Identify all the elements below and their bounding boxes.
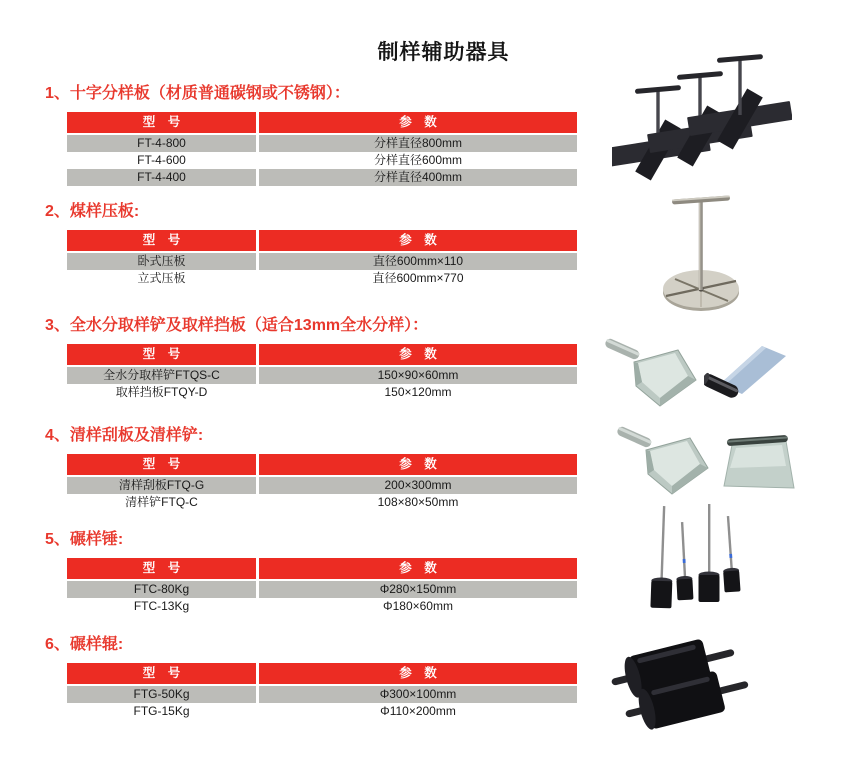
param-cell: 分样直径400mm <box>259 169 577 186</box>
model-cell: FT-4-400 <box>67 169 256 186</box>
table-header-row <box>67 663 577 684</box>
table-row <box>67 152 577 169</box>
param-cell: 直径600mm×770 <box>259 270 577 287</box>
cleaning-scoop-image <box>616 422 712 502</box>
model-header: 型 号 <box>67 663 256 684</box>
section-cleaning-scraper <box>45 426 585 511</box>
param-header: 参 数 <box>259 663 577 684</box>
model-cell: 取样挡板FTQY-D <box>67 384 256 401</box>
section-grinding-roller <box>45 635 585 720</box>
table-row <box>67 367 577 384</box>
grinding-rollers-image <box>606 634 754 736</box>
param-cell: Φ110×200mm <box>259 703 577 720</box>
section-heading: 5、碾样锤: <box>45 531 124 548</box>
param-cell: 直径600mm×110 <box>259 253 577 270</box>
model-cell: 立式压板 <box>67 270 256 287</box>
model-cell: 清样铲FTQ-C <box>67 494 256 511</box>
model-header: 型 号 <box>67 344 256 365</box>
param-cell: 分样直径600mm <box>259 152 577 169</box>
table-row <box>67 384 577 401</box>
spec-table <box>67 230 577 287</box>
table-header-row <box>67 112 577 133</box>
model-cell: 全水分取样铲FTQS-C <box>67 367 256 384</box>
grinding-hammers-image <box>646 502 750 622</box>
model-cell: FTG-50Kg <box>67 686 256 703</box>
section-heading: 1、十字分样板（材质普通碳钢或不锈钢）： <box>45 85 350 102</box>
sampling-scoop-image <box>604 336 700 412</box>
sampling-baffle-image <box>704 338 790 402</box>
table-row <box>67 477 577 494</box>
param-cell: Φ280×150mm <box>259 581 577 598</box>
model-cell: FTG-15Kg <box>67 703 256 720</box>
spec-table <box>67 112 577 186</box>
param-cell: Φ180×60mm <box>259 598 577 615</box>
table-row <box>67 253 577 270</box>
param-cell: 200×300mm <box>259 477 577 494</box>
section-heading: 2、煤样压板: <box>45 203 140 220</box>
section-heading: 6、碾样辊: <box>45 636 124 653</box>
section-heading: 4、清样刮板及清样铲: <box>45 427 204 444</box>
section-moisture-scoop <box>45 316 585 401</box>
param-header: 参 数 <box>259 112 577 133</box>
section-grinding-hammer <box>45 530 585 615</box>
section-press-plate <box>45 202 585 287</box>
model-cell: FT-4-600 <box>67 152 256 169</box>
table-row <box>67 598 577 615</box>
table-header-row <box>67 230 577 251</box>
table-row <box>67 494 577 511</box>
page-title: 制样辅助器具 <box>377 41 510 64</box>
model-cell: FT-4-800 <box>67 135 256 152</box>
spec-table <box>67 344 577 401</box>
model-cell: 清样刮板FTQ-G <box>67 477 256 494</box>
model-header: 型 号 <box>67 454 256 475</box>
spec-table <box>67 454 577 511</box>
param-header: 参 数 <box>259 454 577 475</box>
model-header: 型 号 <box>67 112 256 133</box>
cross-divider-image <box>612 50 792 186</box>
table-row <box>67 686 577 703</box>
table-header-row <box>67 344 577 365</box>
section-heading: 3、全水分取样铲及取样挡板（适合13mm全水分样）： <box>45 317 429 334</box>
param-cell: 108×80×50mm <box>259 494 577 511</box>
model-header: 型 号 <box>67 558 256 579</box>
model-header: 型 号 <box>67 230 256 251</box>
spec-table <box>67 663 577 720</box>
param-header: 参 数 <box>259 558 577 579</box>
param-cell: 150×90×60mm <box>259 367 577 384</box>
table-row <box>67 703 577 720</box>
table-row <box>67 169 577 186</box>
table-header-row <box>67 558 577 579</box>
param-cell: 分样直径800mm <box>259 135 577 152</box>
cleaning-scraper-image <box>720 428 798 500</box>
model-cell: FTC-80Kg <box>67 581 256 598</box>
table-row <box>67 270 577 287</box>
model-cell: 卧式压板 <box>67 253 256 270</box>
table-header-row <box>67 454 577 475</box>
param-cell: Φ300×100mm <box>259 686 577 703</box>
table-row <box>67 135 577 152</box>
section-cross-divider <box>45 84 585 186</box>
table-row <box>67 581 577 598</box>
param-header: 参 数 <box>259 344 577 365</box>
model-cell: FTC-13Kg <box>67 598 256 615</box>
param-cell: 150×120mm <box>259 384 577 401</box>
spec-table <box>67 558 577 615</box>
param-header: 参 数 <box>259 230 577 251</box>
press-plate-image <box>652 188 750 312</box>
